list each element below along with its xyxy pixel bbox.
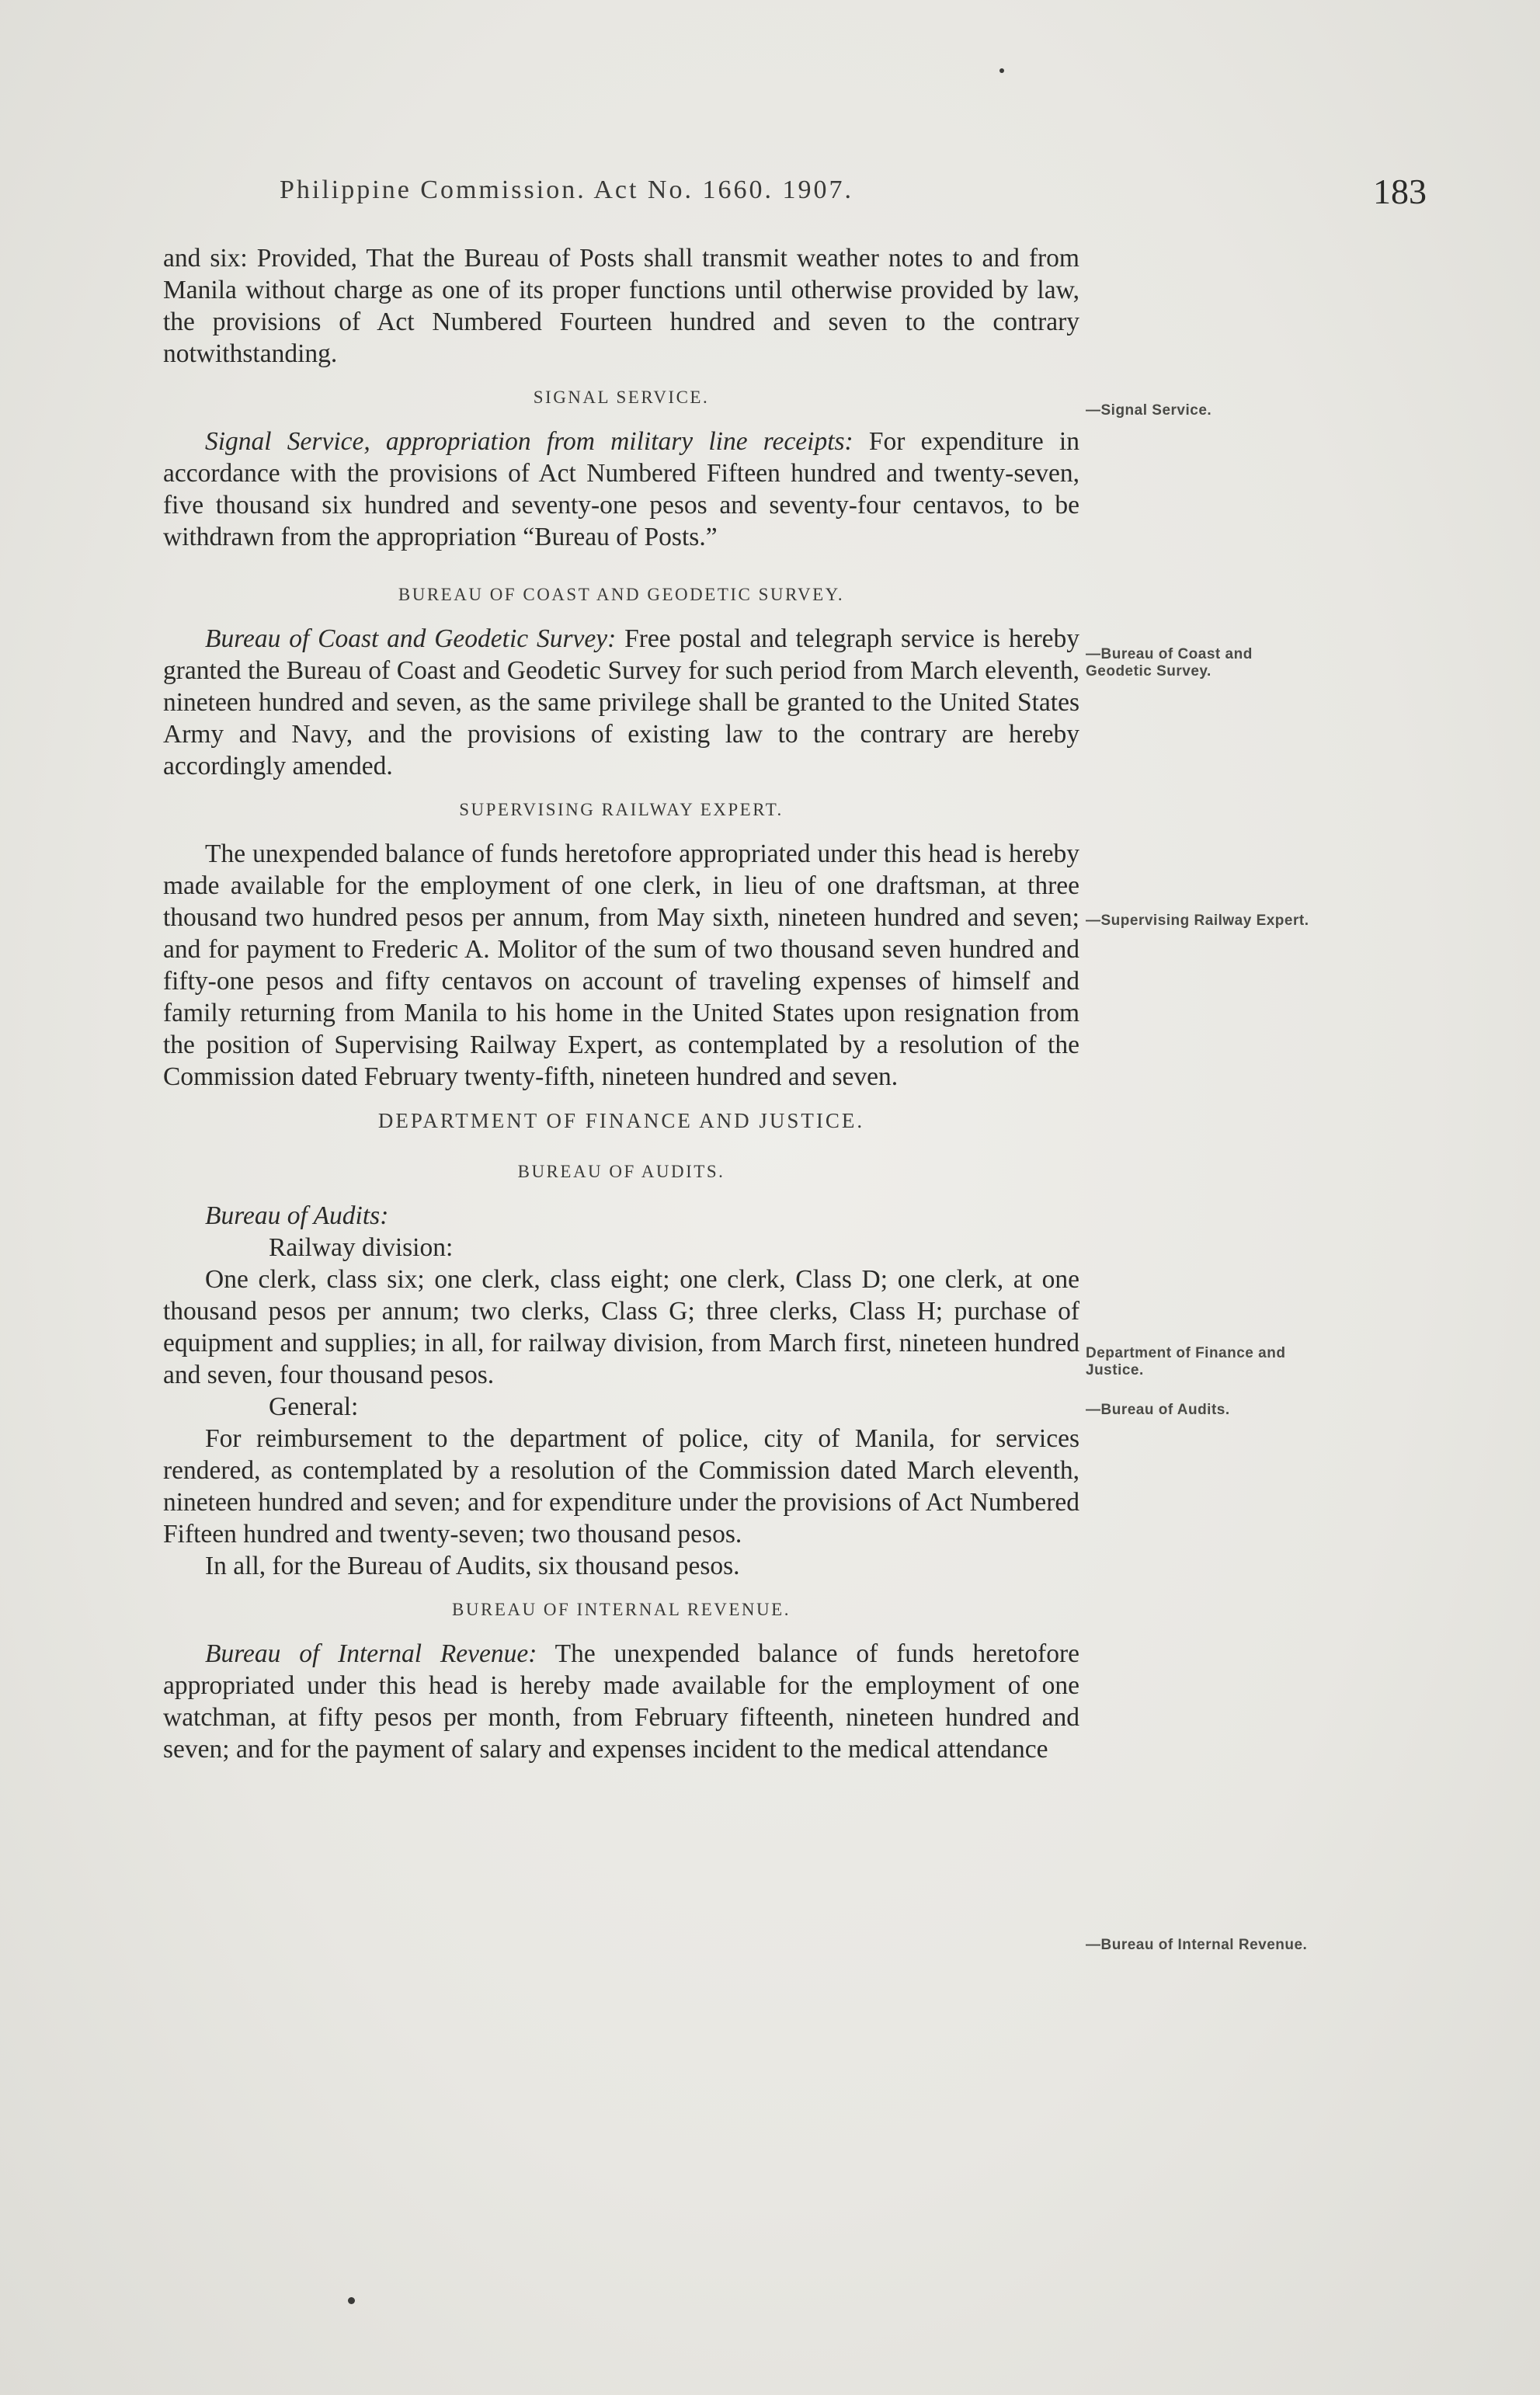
paragraph-railway-expert: The unexpended balance of funds heretofore appropriated under this head is hereby made available for the employment of one clerk, in lieu of one draftsman, at three thousand two hundred pesos per annum, from May sixth, nineteen hundred and seven; and for payment to Frederic A. Molitor of the sum of two thousand seven hundred and fifty-one pesos and fifty centavos on account of traveling expenses of himself and family returning from Manila to his home in the United States upon resignation from the position of Supervising Railway Expert, as contemplated by a resolution of the Commission dated February twenty-fifth, nineteen hundred and seven. (163, 839, 1079, 1091)
paragraph-internal-revenue (163, 1638, 1079, 1765)
heading-bureau-audits: BUREAU OF AUDITS. (517, 1162, 725, 1181)
paragraph-text-coast: Free postal and telegraph service is hereby granted the Bureau of Coast and Geodetic Survey for such period from March eleventh, nineteen hundred and seven, as the same privilege shall be granted to the United States Army and Navy, and the provisions of existing law to the contrary are hereby accordingly amended. (163, 624, 1079, 780)
label-general: General: (269, 1392, 359, 1421)
paragraph-audits-railway: One clerk, class six; one clerk, class eight; one clerk, Class D; one clerk, at one thousand pesos per annum; two clerks, Class G; three clerks, Class H; purchase of equipment and supplies; in all, for railway division, from March first, nineteen hundred and seven, four thousand pesos. (163, 1265, 1079, 1389)
paragraph-text-signal: For expenditure in accordance with the provisions of Act Numbered Fifteen hundred and twenty-seven, five thousand six hundred and seventy-one pesos and seventy-four centavos, to be withdrawn from the appropriation “Bureau of Posts.” (163, 427, 1079, 551)
paragraph-coast-survey (163, 623, 1079, 782)
margin-note-coast: —Bureau of Coast and Geodetic Survey. (1086, 646, 1253, 680)
paragraph-audits-general: For reimbursement to the department of police, city of Manila, for services rendered, as contemplated by a resolution of the Commission dated March eleventh, nineteen hundred and seven; and for expenditure under the provisions of Act Numbered Fifteen hundred and twenty-seven; two thousand pesos. (163, 1424, 1079, 1549)
heading-finance-justice: DEPARTMENT OF FINANCE AND JUSTICE. (377, 1109, 865, 1132)
paragraph-lead-audits: Bureau of Audits: (205, 1201, 389, 1230)
margin-note-railway: —Supervising Railway Expert. (1086, 912, 1309, 929)
margin-note-audits: —Bureau of Audits. (1086, 1402, 1230, 1418)
paragraph-lead-signal: Signal Service, appropriation from military line receipts: (205, 427, 853, 456)
heading-coast-survey: BUREAU OF COAST AND GEODETIC SURVEY. (398, 585, 845, 604)
paragraph-lead-coast: Bureau of Coast and Geodetic Survey: (205, 624, 617, 653)
paragraph-lead-revenue: Bureau of Internal Revenue: (205, 1639, 537, 1668)
heading-internal-revenue: BUREAU OF INTERNAL REVENUE. (452, 1600, 791, 1619)
margin-note-revenue: —Bureau of Internal Revenue. (1086, 1937, 1308, 1953)
print-speck (348, 2297, 355, 2304)
heading-railway-expert: SUPERVISING RAILWAY EXPERT. (459, 800, 784, 819)
paragraph-audits-total: In all, for the Bureau of Audits, six thousand pesos. (205, 1552, 740, 1580)
paragraph-opening: and six: Provided, That the Bureau of Posts shall transmit weather notes to and from Manila without charge as one of its proper functions until otherwise provided by law, the provisions of Act Numbered Fourteen hundred and seven to the contrary notwithstanding. (163, 244, 1079, 368)
margin-note-signal: —Signal Service. (1086, 402, 1212, 419)
main-text-column (163, 242, 1079, 1765)
paragraph-audits-lead (163, 1200, 1079, 1232)
page-number: 183 (1373, 172, 1427, 211)
running-header: Philippine Commission. Act No. 1660. 1907. (280, 176, 853, 204)
paragraph-text-revenue: The unexpended balance of funds heretofore appropriated under this head is hereby made available for the employment of one watchman, at fifty pesos per month, from February fifteenth, nineteen hundred and seven; and for the payment of salary and expenses incident to the medical attendance (163, 1639, 1079, 1764)
print-speck (999, 68, 1004, 73)
heading-signal-service: SIGNAL SERVICE. (533, 388, 710, 407)
margin-note-finance: Department of Finance and Justice. (1086, 1345, 1286, 1378)
paragraph-signal-service (163, 426, 1079, 553)
label-railway-division: Railway division: (269, 1233, 454, 1262)
